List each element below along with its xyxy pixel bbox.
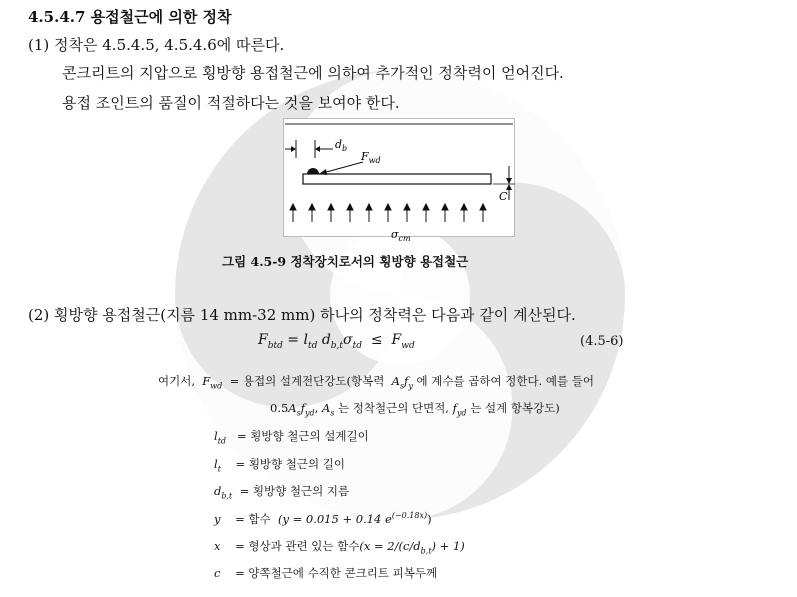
def-y: y = 함수 (y = 0.015 + 0.14 $e^{(-0.18x)}$) xyxy=(214,511,432,526)
label-fwd: F xyxy=(361,150,369,163)
section-title: 용접철근에 의한 정착 xyxy=(90,8,232,26)
para1-line2 xyxy=(62,62,564,83)
def-fwd-line1: 여기서, $F_{wd}$ = 용접의 설계전단강도(항복력 $A_sf_y$ 에 계수를 곱하여 정한다. 예를 들어 xyxy=(158,374,594,391)
section-heading xyxy=(28,6,232,27)
label-db: d xyxy=(335,138,343,151)
label-db-sub: b xyxy=(342,144,348,153)
def-fwd-line2-b: 는 정착철근의 단면적, xyxy=(338,401,449,415)
def-dbt: $d_{b,t}$ = 횡방향 철근의 지름 xyxy=(214,484,350,501)
anchorage-figure xyxy=(283,118,515,248)
def-fwd-text2: 에 계수를 곱하여 정한다. 예를 들어 xyxy=(416,374,594,388)
def-fwd-line2: $0.5A_sf_{yd}$, $A_s$ 는 정착철근의 단면적, $f_{yd}$ 는 설계 항복강도) xyxy=(270,401,560,418)
def-y-exp: (−0.18x) xyxy=(391,511,428,521)
def-fwd-text: = 용접의 설계전단강도(항복력 xyxy=(229,374,385,388)
def-ltd-text: = 횡방향 철근의 설계길이 xyxy=(237,429,369,443)
equation-number: (4.5-6) xyxy=(580,334,624,349)
label-c: C xyxy=(499,190,508,203)
def-x-text: = 형상과 관련 있는 함수 xyxy=(235,539,360,553)
section-number: 4.5.4.7 xyxy=(28,8,86,26)
def-c-text: = 양쪽철근에 수직한 콘크리트 피복두께 xyxy=(235,566,438,580)
def-fwd-line2-a: 0.5 xyxy=(270,401,289,415)
equation-f: F xyxy=(258,332,268,348)
para1-line1: (1) 정착은 4.5.4.5, 4.5.4.6에 따른다. xyxy=(28,36,285,54)
def-y-formula: (y = 0.015 + 0.14 e xyxy=(277,512,392,526)
def-fwd-line2-c: 는 설계 항복강도) xyxy=(470,401,560,415)
para1-line3: 용접 조인트의 품질이 적절하다는 것을 보여야 한다. xyxy=(62,94,400,112)
def-x-formula-end: ) + 1) xyxy=(431,539,465,553)
label-sigma-sub: cm xyxy=(398,234,411,243)
def-c: c = 양쪽철근에 수직한 콘크리트 피복두께 xyxy=(214,566,438,580)
def-lt-text: = 횡방향 철근의 길이 xyxy=(235,457,346,471)
para2-line1: (2) 횡방향 용접철근(지름 14 mm-32 mm) 하나의 정착력은 다음과 같이 계산된다. xyxy=(28,306,576,324)
def-intro: 여기서, xyxy=(158,374,195,388)
para1-line2-text: 콘크리트의 지압으로 횡방향 용접철근에 의하여 추가적인 정착력이 얻어진다. xyxy=(62,64,564,82)
def-y-text: = 함수 xyxy=(235,512,271,526)
def-x-formula: (x = 2/(c/d xyxy=(359,539,421,553)
label-fwd-sub: wd xyxy=(368,156,381,165)
label-sigma: σ xyxy=(391,228,399,241)
def-dbt-text: = 횡방향 철근의 지름 xyxy=(239,484,350,498)
longitudinal-bar xyxy=(303,174,491,184)
def-lt: $l_t$ = 횡방향 철근의 길이 xyxy=(214,457,346,474)
equation-4-5-6: $F_{btd} = l_{td}$ $d_{b,t}\sigma_{td} \le F_{wd}$ xyxy=(258,332,415,351)
figure-caption: 그림 4.5-9 정착장치로서의 횡방향 용접철근 xyxy=(222,254,469,269)
def-x: x = 형상과 관련 있는 함수$(x = 2/(c/d_{b,t}) + 1)$ xyxy=(214,539,465,556)
def-ltd: $l_{td}$ = 횡방향 철근의 설계길이 xyxy=(214,429,369,446)
